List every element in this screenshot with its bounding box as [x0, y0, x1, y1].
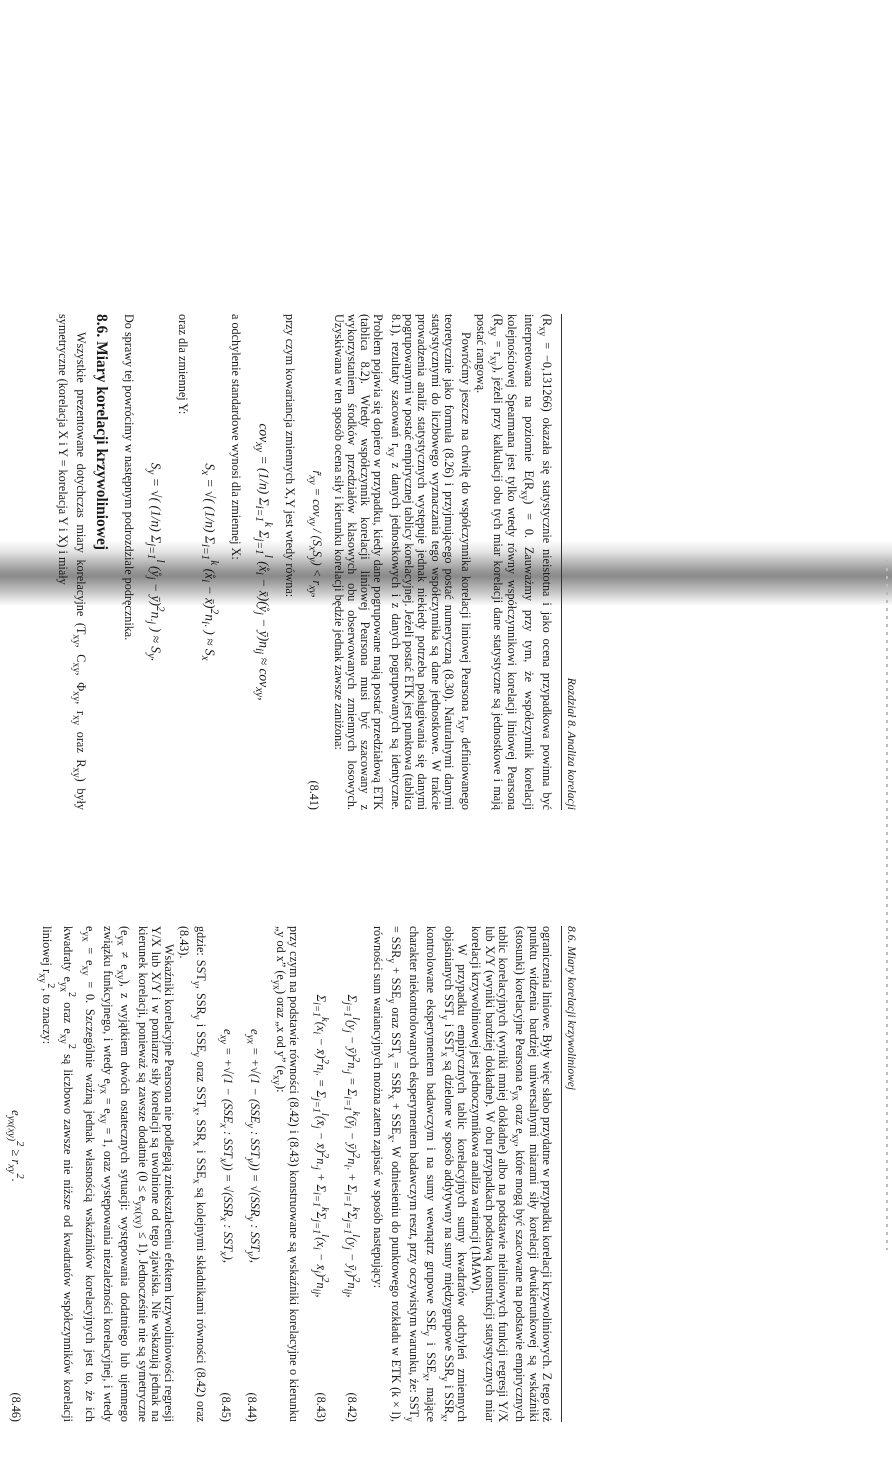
paragraph: Do sprawy tej powrócimy w następnym podrozdziale podręcznika. [122, 314, 137, 641]
page-297 [0, 904, 583, 1464]
section-title: 8.6. Miary korelacji krzywoliniowej [92, 314, 110, 551]
equation-number: (8.44) [245, 1392, 260, 1422]
formula: $\Sigma_{j=1}^l(y_j$ − $ȳ)^2n_{\cdot j}$ = $\Sigma_{i=1}^k(ȳ_i$ − $ȳ)^2n_{i\cdot} + \Sigma_{i=1}^k\Sigma_{j=1}^l(y_j$ − $ȳ_i)^2n_{ij}$, [341, 994, 362, 1298]
paragraph: przy czym kowariancja zmiennych X,Y jest wtedy równa: [282, 314, 297, 598]
formula: $S_x$ = √( (1/n) $\Sigma_{i=1}^k$ ($x̊_i$ − $x̄)^2n_{i\cdot}$ ) ≈ $S_x$ [198, 463, 221, 661]
equation-8-42 [340, 926, 362, 1422]
equation-8-41 [305, 314, 323, 810]
paragraph: oraz dla zmiennej Y: [175, 314, 190, 415]
paragraph: $(R_{xy} = -0,131266)$ okazała się statystycznie nieistotna i jako ocena przypadkowa powinna być interpretowana na poziomie $E(R_{xy}) = 0$. Zauważmy przy tym, że współczynnik korelacji kolejnościowej Spearmana jest tylko wtedy równy współczynnikowi korelacji liniowej Pearsona $(R_{xy} = r_{xy})$, jeżeli przy kalkulacji obu tych miar korelacji dane statystyczne są jednostkowe i mają postać rangową. [473, 314, 554, 811]
equation-number: (8.43) [313, 1392, 328, 1422]
paragraph: Wszystkie prezentowane dotychczas miary korelacyjne ($T_{xy}$, $C_{xy}$, $\Phi_{xy}$, $r_{xy}$ oraz $R_{xy}$) były symetryczne (korelacja X i Y = korelacja Y i X) i miały [56, 314, 88, 810]
paragraph: przy czym na podstawie równości (8.42) i (8.43) konstruowane są wskaźniki korelacyjne o kierunku „y od x” $(e_{yx})$ oraz „x od y” $(e_{xy})$: [270, 926, 302, 1422]
equation-sx [198, 314, 220, 810]
paragraph: gdzie: $SST_y$, $SSR_y$ i $SSE_y$ oraz $SST_x$, $SSR_x$ i $SSE_x$ są kolejnymi składnikami równości (8.42) oraz (8.43). [176, 926, 209, 1423]
formula: cov$_{xy}$ = (1/n) $\Sigma_{i=1}^k$ $\Sigma_{j=1}^l$ ($x̊_i$ − x̄)(ẙ$_j$ − $ȳ)n_{ij} \approx cov_{xy}$, [252, 423, 274, 701]
page-edge-marks [886, 560, 888, 1250]
formula: $e_{yx(xy)}^2 \ge r_{xy}^2$. [5, 1110, 25, 1182]
equation-8-43 [309, 926, 331, 1422]
equation-cov [251, 314, 273, 810]
equation-number: (8.42) [344, 1392, 359, 1422]
running-head: Rozdział 8. Analiza korelacji [561, 314, 583, 810]
equation-number: (8.41) [307, 780, 322, 810]
equation-number: (8.45) [218, 1392, 233, 1422]
formula: $e_{yx} = +√(1 - (SSE_y$ : $SST_y)) = √(SSR_y$ : $SST_y$), [244, 1029, 262, 1263]
formula: $\Sigma_{i=1}^k(x_i$ − $x̄)^2n_{i\cdot}$ = $\Sigma_{j=1}^l(x̄_j$ − $x̄)^2n_{\cdot j} + \Sigma_{i=1}^k\Sigma_{j=1}^l(x_i$ − $x̄_j)^2n_{ij}$, [310, 994, 331, 1298]
equation-sy [144, 314, 166, 810]
paragraph: a odchylenie standardowe wynosi dla zmiennej X: [229, 314, 244, 560]
running-head: 8.6. Miary korelacji krzywoliniowej [561, 926, 583, 1422]
equation-8-44 [243, 926, 261, 1422]
equation-8-46 [4, 926, 26, 1422]
paragraph: Wskaźniki korelacyjne Pearsona nie podlegają zniekształceniu efektem krzywoliniowości regresji Y/X lub X/Y i w pomiarze siły korelacji są uwolnione od tego zjawiska. Nie wskazują jednak na kierunek korelacji, ponieważ są zawsze dodatnie $(0 \le e_{yx(xy)} \le 1)$. Jednocześnie nie są symetryczne $(e_{yx} \ne e_{xy})$, z wyjątkiem dwóch ostatecznych sytuacji: występowania dodatniego lub ujemnego związku funkcyjnego, i wtedy $e_{yx} = e_{xy} = 1$, oraz występowania niezależności korelacyjnej, i wtedy $e_{yx} = e_{xy} = 0$. Szczególnie ważną jednak własnością wskaźników korelacyjnych jest to, że ich kwadraty $e_{yx}^2$ oraz $e_{xy}^2$ są liczbowo zawsze nie niższe od kwadratów współczynników korelacji liniowej $r_{xy}^2$, to znaczy: [36, 926, 177, 1422]
formula: $e_{xy} = +√(1 - (SSE_x$ : $SST_x)) = √(SSR_x$ : $SST_x$), [217, 1029, 235, 1263]
equation-8-45 [216, 926, 234, 1422]
paragraph: Powróćmy jeszcze na chwilę do współczynnika korelacji liniowej Pearsona $r_{xy}$, definiowanego teoretycznie jako formuła (8.26) i przyjmującego postać numeryczną (8.30). Naturalnymi danymi statystycznymi do liczbowego wyznaczania tego współczynnika są dane jednostkowe. W trakcie prowadzenia analiz statystycznych występuje jednak niekiedy potrzeba posługiwania się danymi pogrupowanymi w postać empirycznej tablicy korelacyjnej. Jeżeli postać ETK jest punktowa (tablica 8.1), rezultaty szacowań $r_{xy}$ z danych jednostkowych i z danych pogrupowanych są identyczne. Problem pojawia się dopiero w przypadku, kiedy dane pogrupowane mają postać przedziałową ETK (tablica 8.2). Wtedy współczynnik korelacji liniowej Pearsona musi być szacowany z wykorzystaniem środków przedziałów klasowych obu obserwowanych zmiennych losowych. Uzyskiwana w ten sposób ocena siły i kierunku korelacji będzie jednak zawsze zaniżona: [331, 314, 474, 811]
formula: $r̃_{xy} = cov_{xy} / (S_xS_y) < r_{xy}$, [306, 470, 324, 598]
paragraph: ograniczenia liniowe. Były więc słabo przydatne w przypadku korelacji krzywoliniowych. Z tego też punktu widzenia bardziej uniwersalnymi miarami siły korelacji dwukierunkowej są wskaźniki (stosunki) korelacyjne Pearsona $e_{yx}$ oraz $e_{xy}$, które mogą być szacowane na podstawie empirycznych tablic korelacyjnych (wyniki mniej dokładne) albo na podstawie nieliniowych funkcji regresji Y/X lub X/Y (wyniki bardziej dokładne). W obu przypadkach podstawą konstrukcji statystycznych miar korelacji krzywoliniowej jest jednoczynnikowa analiza wariancji (1MAW). [469, 926, 554, 1422]
formula: $S_y$ = √( (1/n) $\Sigma_{j=1}^l$ (ẙ$_j$ − $ȳ)^2n_{\cdot j}$ ) ≈ $S_y$. [145, 462, 167, 662]
equation-number: (8.46) [8, 1392, 23, 1422]
page-296 [0, 292, 583, 852]
paragraph: W przypadku empirycznych tablic korelacyjnych sumy kwadratów odchyleń zmiennych objaśnianych $SST_y$ i $SST_x$ są dzielone w sposób addytywny na sumy międzygrupowe $SSR_y$ i $SSR_x$, kontrolowane eksperymentem badawczym i na sumy wewnątrz grupowe $SSE_y$ i $SSE_x$, mające charakter niekontrolowanych eksperymentem badawczym reszt, przy oczywistym warunku, że: $SST_y = SSR_y + SSE_y$ oraz $SST_x = SSR_x + SSE_x$. W odniesieniu do punktowego rozkładu w ETK (k × l), równości sum wariancyjnych można zatem zapisać w sposób następujący: [371, 926, 470, 1423]
